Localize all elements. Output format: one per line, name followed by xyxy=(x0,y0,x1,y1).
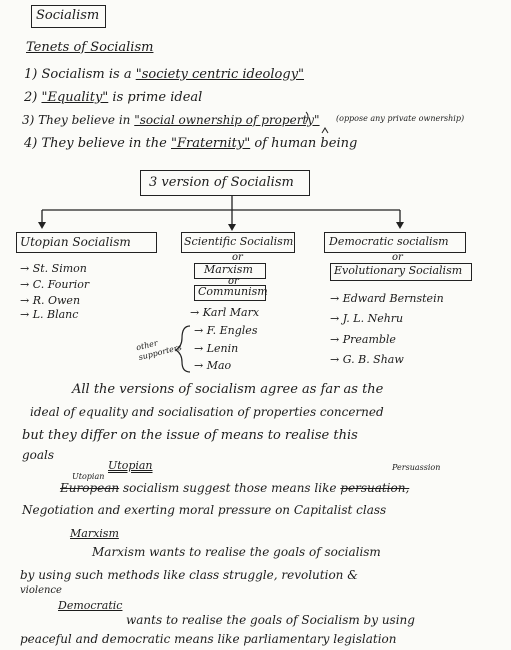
utopian-heading: Utopian xyxy=(108,459,153,472)
evolutionary-label: Evolutionary Socialism xyxy=(334,264,463,277)
para1-line-2: ideal of equality and socialisation of properties concerned xyxy=(30,405,384,419)
para1-line-4: goals xyxy=(22,448,55,462)
utopian-person-2: → C. Fourior xyxy=(20,278,90,291)
utopian-line-2: Negotiation and exerting moral pressure on Capitalist class xyxy=(22,503,387,517)
tenets-heading: Tenets of Socialism xyxy=(26,40,154,55)
democratic-person-1: → Edward Bernstein xyxy=(330,292,444,305)
democratic-line-2: peaceful and democratic means like parliamentary legislation xyxy=(20,632,397,646)
democratic-line-1: wants to realise the goals of Socialism by using xyxy=(126,613,415,627)
marxism-line-1: Marxism wants to realise the goals of socialism xyxy=(92,545,381,559)
para1-line-1: All the versions of socialism agree as far as the xyxy=(72,382,384,397)
utopian-word-over: Utopian xyxy=(72,472,105,481)
versions-title: 3 version of Socialism xyxy=(149,175,294,190)
democratic-person-3: → Preamble xyxy=(330,333,396,346)
utopian-label: Utopian Socialism xyxy=(20,235,131,249)
scientific-or-1: or xyxy=(232,252,243,263)
marxism-line-2: by using such methods like class struggle, revolution & xyxy=(20,568,358,582)
supporters-label: other supporters xyxy=(135,338,183,363)
page-title: Socialism xyxy=(36,8,100,23)
karl-marx: → Karl Marx xyxy=(190,306,260,319)
democratic-or: or xyxy=(392,252,403,263)
democratic-person-4: → G. B. Shaw xyxy=(330,353,404,366)
democratic-label: Democratic socialism xyxy=(329,235,449,248)
utopian-person-1: → St. Simon xyxy=(20,262,87,275)
tenet-1: 1) Socialism is a "society centric ideology" xyxy=(24,67,305,82)
tenet-3: 3) They believe in "social ownership of property" xyxy=(22,113,320,127)
utopian-person-4: → L. Blanc xyxy=(20,308,79,321)
democratic-heading: Democratic xyxy=(58,599,123,612)
utopian-line-1: European socialism suggest those means like persuation, xyxy=(60,481,410,495)
marxism-label: Marxism xyxy=(204,263,253,276)
scientific-or-2: or xyxy=(228,276,239,287)
supporter-3: → Mao xyxy=(194,359,232,372)
supporter-2: → Lenin xyxy=(194,342,239,355)
marxism-line-3: violence xyxy=(20,585,62,596)
communism-label: Communism xyxy=(198,285,268,298)
marxism-heading: Marxism xyxy=(70,527,119,540)
tenet-4: 4) They believe in the "Fraternity" of human being xyxy=(24,136,358,151)
utopian-insert: Persuassion xyxy=(392,463,441,472)
democratic-person-2: → J. L. Nehru xyxy=(330,312,404,325)
tenet-3-note: (oppose any private ownership) xyxy=(336,114,465,123)
utopian-person-3: → R. Owen xyxy=(20,294,81,307)
tenet-2: 2) "Equality" is prime ideal xyxy=(24,90,203,105)
para1-line-3: but they differ on the issue of means to realise this xyxy=(22,428,358,443)
supporter-1: → F. Engles xyxy=(194,324,258,337)
scientific-label: Scientific Socialism xyxy=(184,235,294,248)
